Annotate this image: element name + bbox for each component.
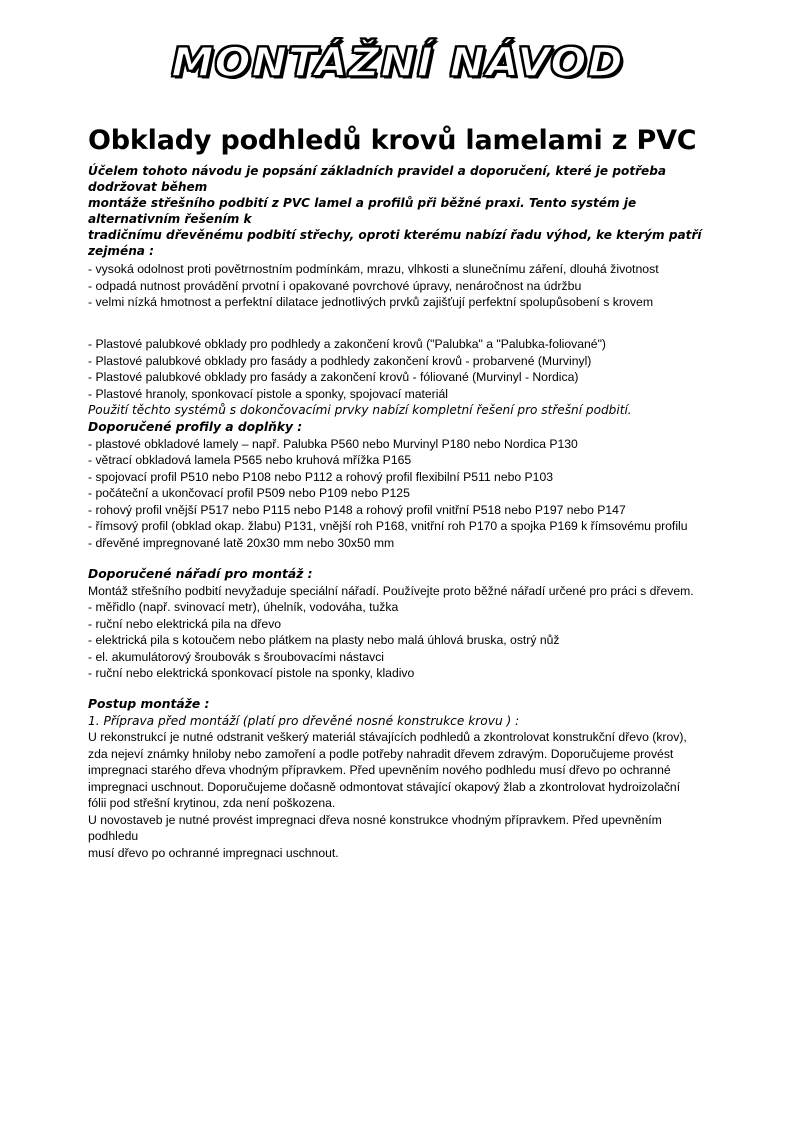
paragraph-line: Montáž střešního podbití nevyžaduje speciální nářadí. Používejte proto běžné nářadí určené pro práci s dřevem. [88,583,694,598]
paragraph-line: U novostaveb je nutné provést impregnaci dřeva nosné konstrukce vhodným přípravkem. Před upevněním podhledu [88,812,662,844]
tools-intro [88,583,708,599]
list-item: - spojovací profil P510 nebo P108 nebo P112 a rohový profil flexibilní P511 nebo P103 [88,469,554,484]
list-item: - elektrická pila s kotoučem nebo plátkem na plasty nebo malá úhlová bruska, ostrý nůž [88,633,560,648]
paragraph-line: impregnaci starého dřeva vhodným přípravkem. Před upevněním nového podhledu musí dřevo po ochranné [88,763,671,778]
list-item: - Plastové palubkové obklady pro podhledy a zakončení krovů ("Palubka" a "Palubka-foliované") [88,337,606,352]
page-title: Obklady podhledů krovů lamelami z PVC [88,125,697,156]
list-item: - měřidlo (např. svinovací metr), úhelník, vodováha, tužka [88,600,399,615]
list-item: - plastové obkladové lamely – např. Palubka P560 nebo Murvinyl P180 nebo Nordica P130 [88,436,578,451]
paragraph-line: U rekonstrukcí je nutné odstranit veškerý materiál stávajících podhledů a zkontrolovat konstrukční dřevo (krov), [88,730,687,745]
intro-line: Účelem tohoto návodu je popsání základních pravidel a doporučení, které je potřeba dodržovat během [88,163,667,194]
banner-title: MONTÁŽNÍ NÁVOD [170,40,624,86]
list-item: - počáteční a ukončovací profil P509 nebo P109 nebo P125 [88,486,410,501]
list-item: - Plastové palubkové obklady pro fasády a podhledy zakončení krovů - probarvené (Murvinyl) [88,353,592,368]
spacer [88,551,708,565]
advantages-list [88,261,708,310]
list-item: - Plastové palubkové obklady pro fasády a zakončení krovů - fóliované (Murvinyl - Nordica) [88,370,579,385]
products-list [88,336,708,402]
list-item: - římsový profil (obklad okap. žlabu) P131, vnější roh P168, vnitřní roh P170 a spojka P169 k římsovému profilu [88,519,688,534]
intro-paragraph [88,163,708,259]
banner [0,40,794,86]
list-item: - vysoká odolnost proti povětrnostním podmínkám, mrazu, vlhkosti a slunečnímu záření, dlouhá životnost [88,262,659,277]
paragraph-line: musí dřevo po ochranné impregnaci uschnout. [88,845,339,860]
list-item: - dřevěné impregnované latě 20x30 mm nebo 30x50 mm [88,535,395,550]
paragraph-line: fólii pod střešní krytinou, zda není poškozena. [88,796,336,811]
list-item: - el. akumulátorový šroubovák s šroubovacími nástavci [88,649,385,664]
paragraph-line: zda nejeví známky hniloby nebo zamoření a podle potřeby nahradit dřevem zdravým. Doporučujeme provést [88,746,674,761]
list-item: - velmi nízká hmotnost a perfektní dilatace jednotlivých prvků zajišťují perfektní spolupůsobení s krovem [88,295,654,310]
list-item: - ruční nebo elektrická sponkovací pistole na sponky, kladivo [88,666,415,680]
procedure-subheading: 1. Příprava před montáží (platí pro dřevěné nosné konstrukce krovu ) : [88,713,520,728]
list-item: - ruční nebo elektrická pila na dřevo [88,616,282,631]
profiles-list [88,436,708,551]
list-item: - odpadá nutnost provádění prvotní i opakované povrchové úpravy, nenáročnost na údržbu [88,278,582,293]
list-item: - větrací obkladová lamela P565 nebo kruhová mřížka P165 [88,453,412,468]
tools-list [88,599,708,681]
procedure-heading: Postup montáže : [88,697,210,712]
list-item: - rohový profil vnější P517 nebo P115 nebo P148 a rohový profil vnitřní P518 nebo P197 nebo P147 [88,502,626,517]
profiles-heading: Doporučené profily a doplňky : [88,420,303,435]
list-item: - Plastové hranoly, sponkovací pistole a sponky, spojovací materiál [88,386,448,401]
document-body [88,125,708,861]
spacer [88,681,708,695]
paragraph-line: impregnaci uschnout. Doporučujeme dočasně odmontovat stávající okapový žlab a zkontrolovat hydroizolační [88,779,681,794]
tools-heading: Doporučené nářadí pro montáž : [88,567,313,582]
procedure-text [88,729,708,861]
intro-line: montáže střešního podbití z PVC lamel a profilů při běžné praxi. Tento systém je alternativním řešením k [88,196,637,227]
intro-line: tradičnímu dřevěnému podbití střechy, oproti kterému nabízí řadu výhod, ke kterým patří zejména : [88,228,702,259]
spacer [88,310,708,336]
products-note: Použití těchto systémů s dokončovacími prvky nabízí kompletní řešení pro střešní podbití. [88,403,632,418]
